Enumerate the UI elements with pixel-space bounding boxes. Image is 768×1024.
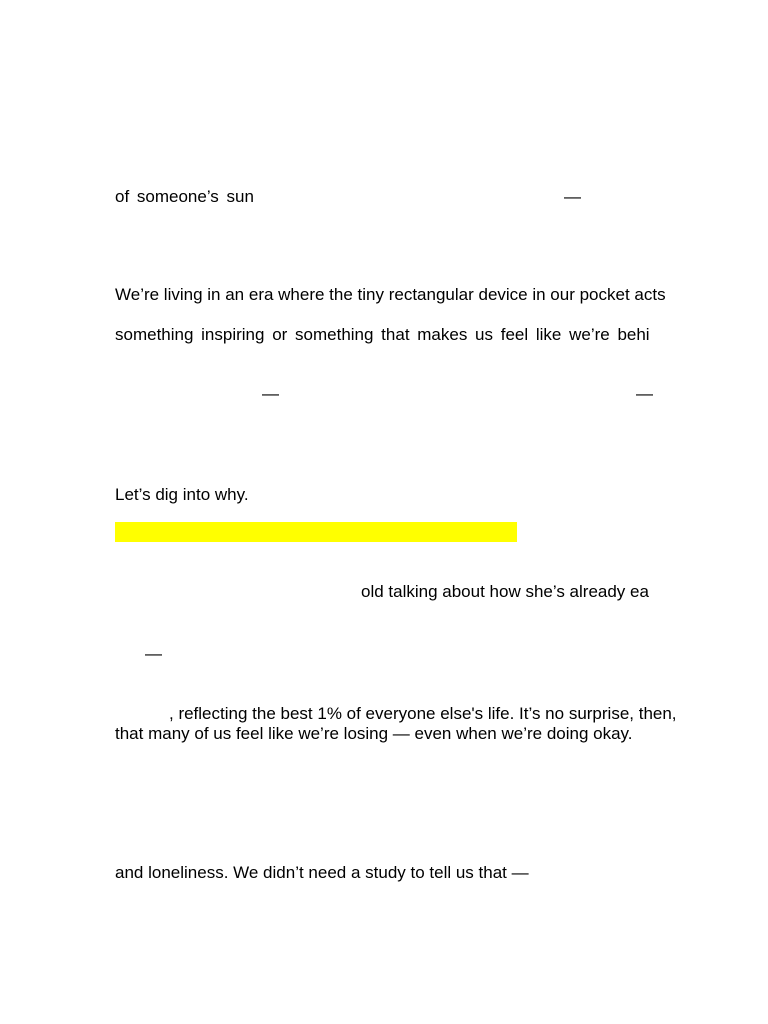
em-dash: — [564, 187, 581, 206]
text-line-dig-into-why: Let’s dig into why. [115, 485, 249, 504]
em-dash: — [262, 384, 279, 403]
text-line-reflecting: , reflecting the best 1% of everyone else's life. It’s no surprise, then, [169, 704, 677, 723]
text-line-era: We’re living in an era where the tiny rectangular device in our pocket acts [115, 285, 666, 304]
yellow-highlight [115, 522, 517, 542]
em-dash: — [636, 384, 653, 403]
text-line-loneliness: and loneliness. We didn’t need a study to tell us that — [115, 863, 529, 882]
text-line-losing: that many of us feel like we’re losing — even when we’re doing okay. [115, 724, 633, 743]
text-line-someones-sun: of someone’s sun [115, 187, 254, 206]
em-dash: — [145, 644, 162, 663]
text-line-old-talking: old talking about how she’s already ea [361, 582, 649, 601]
text-line-inspiring: something inspiring or something that makes us feel like we’re behi [115, 325, 650, 344]
